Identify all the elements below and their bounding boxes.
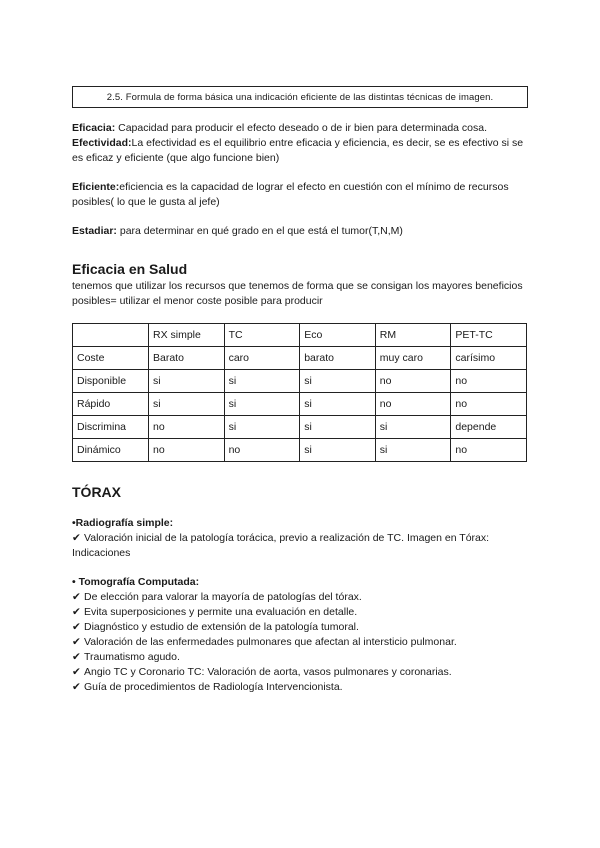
table-cell: si xyxy=(149,393,225,416)
table-header-cell xyxy=(73,324,149,347)
text-efectividad: La efectividad es el equilibrio entre eficacia y eficiencia, es decir, se es efectivo si se es eficaz y eficiente (que algo funcione bien) xyxy=(72,137,524,164)
text-eficacia: Capacidad para producir el efecto deseado o de ir bien para determinada cosa. xyxy=(115,122,488,134)
table-cell: muy caro xyxy=(375,347,451,370)
table-cell: Discrimina xyxy=(73,416,149,439)
table-cell: no xyxy=(451,439,527,462)
table-cell: no xyxy=(375,393,451,416)
tc-heading: • Tomografía Computada: xyxy=(72,576,200,588)
table-cell: Disponible xyxy=(73,370,149,393)
list-item xyxy=(72,650,528,665)
table-cell: si xyxy=(300,370,376,393)
list-item-text: Valoración de las enfermedades pulmonares que afectan al intersticio pulmonar. xyxy=(84,636,457,648)
definitions xyxy=(72,121,528,239)
section-rx xyxy=(72,516,528,561)
section-title: 2.5. Formula de forma básica una indicación eficiente de las distintas técnicas de imagen. xyxy=(106,91,494,103)
list-item-text: De elección para valorar la mayoría de patologías del tórax. xyxy=(84,591,362,603)
table-row xyxy=(73,439,527,462)
table-header-cell: RM xyxy=(375,324,451,347)
table-cell: si xyxy=(375,439,451,462)
salud-intro: tenemos que utilizar los recursos que tenemos de forma que se consigan los mayores beneficios posibles= utilizar el menor coste posible para producir xyxy=(72,280,523,307)
list-item-text: Angio TC y Coronario TC: Valoración de aorta, vasos pulmonares y coronarias. xyxy=(84,666,452,678)
list-item xyxy=(72,590,528,605)
list-item xyxy=(72,620,528,635)
table-cell: si xyxy=(300,416,376,439)
term-eficacia: Eficacia: xyxy=(72,122,116,134)
term-eficiente: Eficiente: xyxy=(72,181,120,193)
table-cell: si xyxy=(224,416,300,439)
table-cell: si xyxy=(300,393,376,416)
def-efectividad xyxy=(72,136,528,166)
table-row xyxy=(73,416,527,439)
rx-heading: •Radiografía simple: xyxy=(72,517,174,529)
section-title-box xyxy=(72,86,528,108)
check-icon: ✔ xyxy=(72,651,81,663)
table-row xyxy=(73,370,527,393)
list-item-text: Valoración inicial de la patología torácica, previo a realización de TC. Imagen en Tórax: Indicaciones xyxy=(72,532,490,559)
list-item-text: Diagnóstico y estudio de extensión de la patología tumoral. xyxy=(84,621,359,633)
def-eficiente xyxy=(72,180,528,210)
check-icon: ✔ xyxy=(72,606,81,618)
term-estadiar: Estadiar: xyxy=(72,225,117,237)
table-cell: si xyxy=(300,439,376,462)
term-efectividad: Efectividad: xyxy=(72,137,132,149)
table-header-row xyxy=(73,324,527,347)
document-page xyxy=(72,86,528,695)
table-cell: no xyxy=(451,393,527,416)
table-row xyxy=(73,347,527,370)
check-icon: ✔ xyxy=(72,621,81,633)
table-header-cell: TC xyxy=(224,324,300,347)
table-header-cell: RX simple xyxy=(149,324,225,347)
table-cell: si xyxy=(375,416,451,439)
table-cell: si xyxy=(224,370,300,393)
list-item xyxy=(72,680,528,695)
text-estadiar: para determinar en qué grado en el que está el tumor(T,N,M) xyxy=(116,225,403,237)
table-cell: carísimo xyxy=(451,347,527,370)
table-cell: si xyxy=(149,370,225,393)
def-eficacia xyxy=(72,121,528,136)
comparison-table xyxy=(72,323,527,462)
table-cell: no xyxy=(149,416,225,439)
check-icon: ✔ xyxy=(72,681,81,693)
list-item-text: Guía de procedimientos de Radiología Intervencionista. xyxy=(84,681,343,693)
table-cell: Coste xyxy=(73,347,149,370)
list-item-text: Traumatismo agudo. xyxy=(84,651,180,663)
table-header-cell: PET-TC xyxy=(451,324,527,347)
list-item xyxy=(72,635,528,650)
table-cell: Dinámico xyxy=(73,439,149,462)
text-eficiente: eficiencia es la capacidad de lograr el efecto en cuestión con el mínimo de recursos posibles( lo que le gusta al jefe) xyxy=(72,181,509,208)
heading-eficacia-salud: Eficacia en Salud xyxy=(72,261,188,277)
list-item xyxy=(72,665,528,680)
table-cell: Barato xyxy=(149,347,225,370)
table-row xyxy=(73,393,527,416)
table-cell: si xyxy=(224,393,300,416)
table-cell: no xyxy=(149,439,225,462)
table-cell: Rápido xyxy=(73,393,149,416)
check-icon: ✔ xyxy=(72,636,81,648)
check-icon: ✔ xyxy=(72,591,81,603)
check-icon: ✔ xyxy=(72,532,81,544)
list-item xyxy=(72,605,528,620)
table-cell: caro xyxy=(224,347,300,370)
list-item-text: Evita superposiciones y permite una evaluación en detalle. xyxy=(84,606,358,618)
table-cell: barato xyxy=(300,347,376,370)
table-cell: no xyxy=(375,370,451,393)
check-icon: ✔ xyxy=(72,666,81,678)
table-cell: no xyxy=(451,370,527,393)
table-cell: no xyxy=(224,439,300,462)
table-cell: depende xyxy=(451,416,527,439)
heading-torax: TÓRAX xyxy=(72,484,121,500)
section-tc xyxy=(72,575,528,695)
table-header-cell: Eco xyxy=(300,324,376,347)
list-item xyxy=(72,531,528,561)
def-estadiar xyxy=(72,224,528,239)
